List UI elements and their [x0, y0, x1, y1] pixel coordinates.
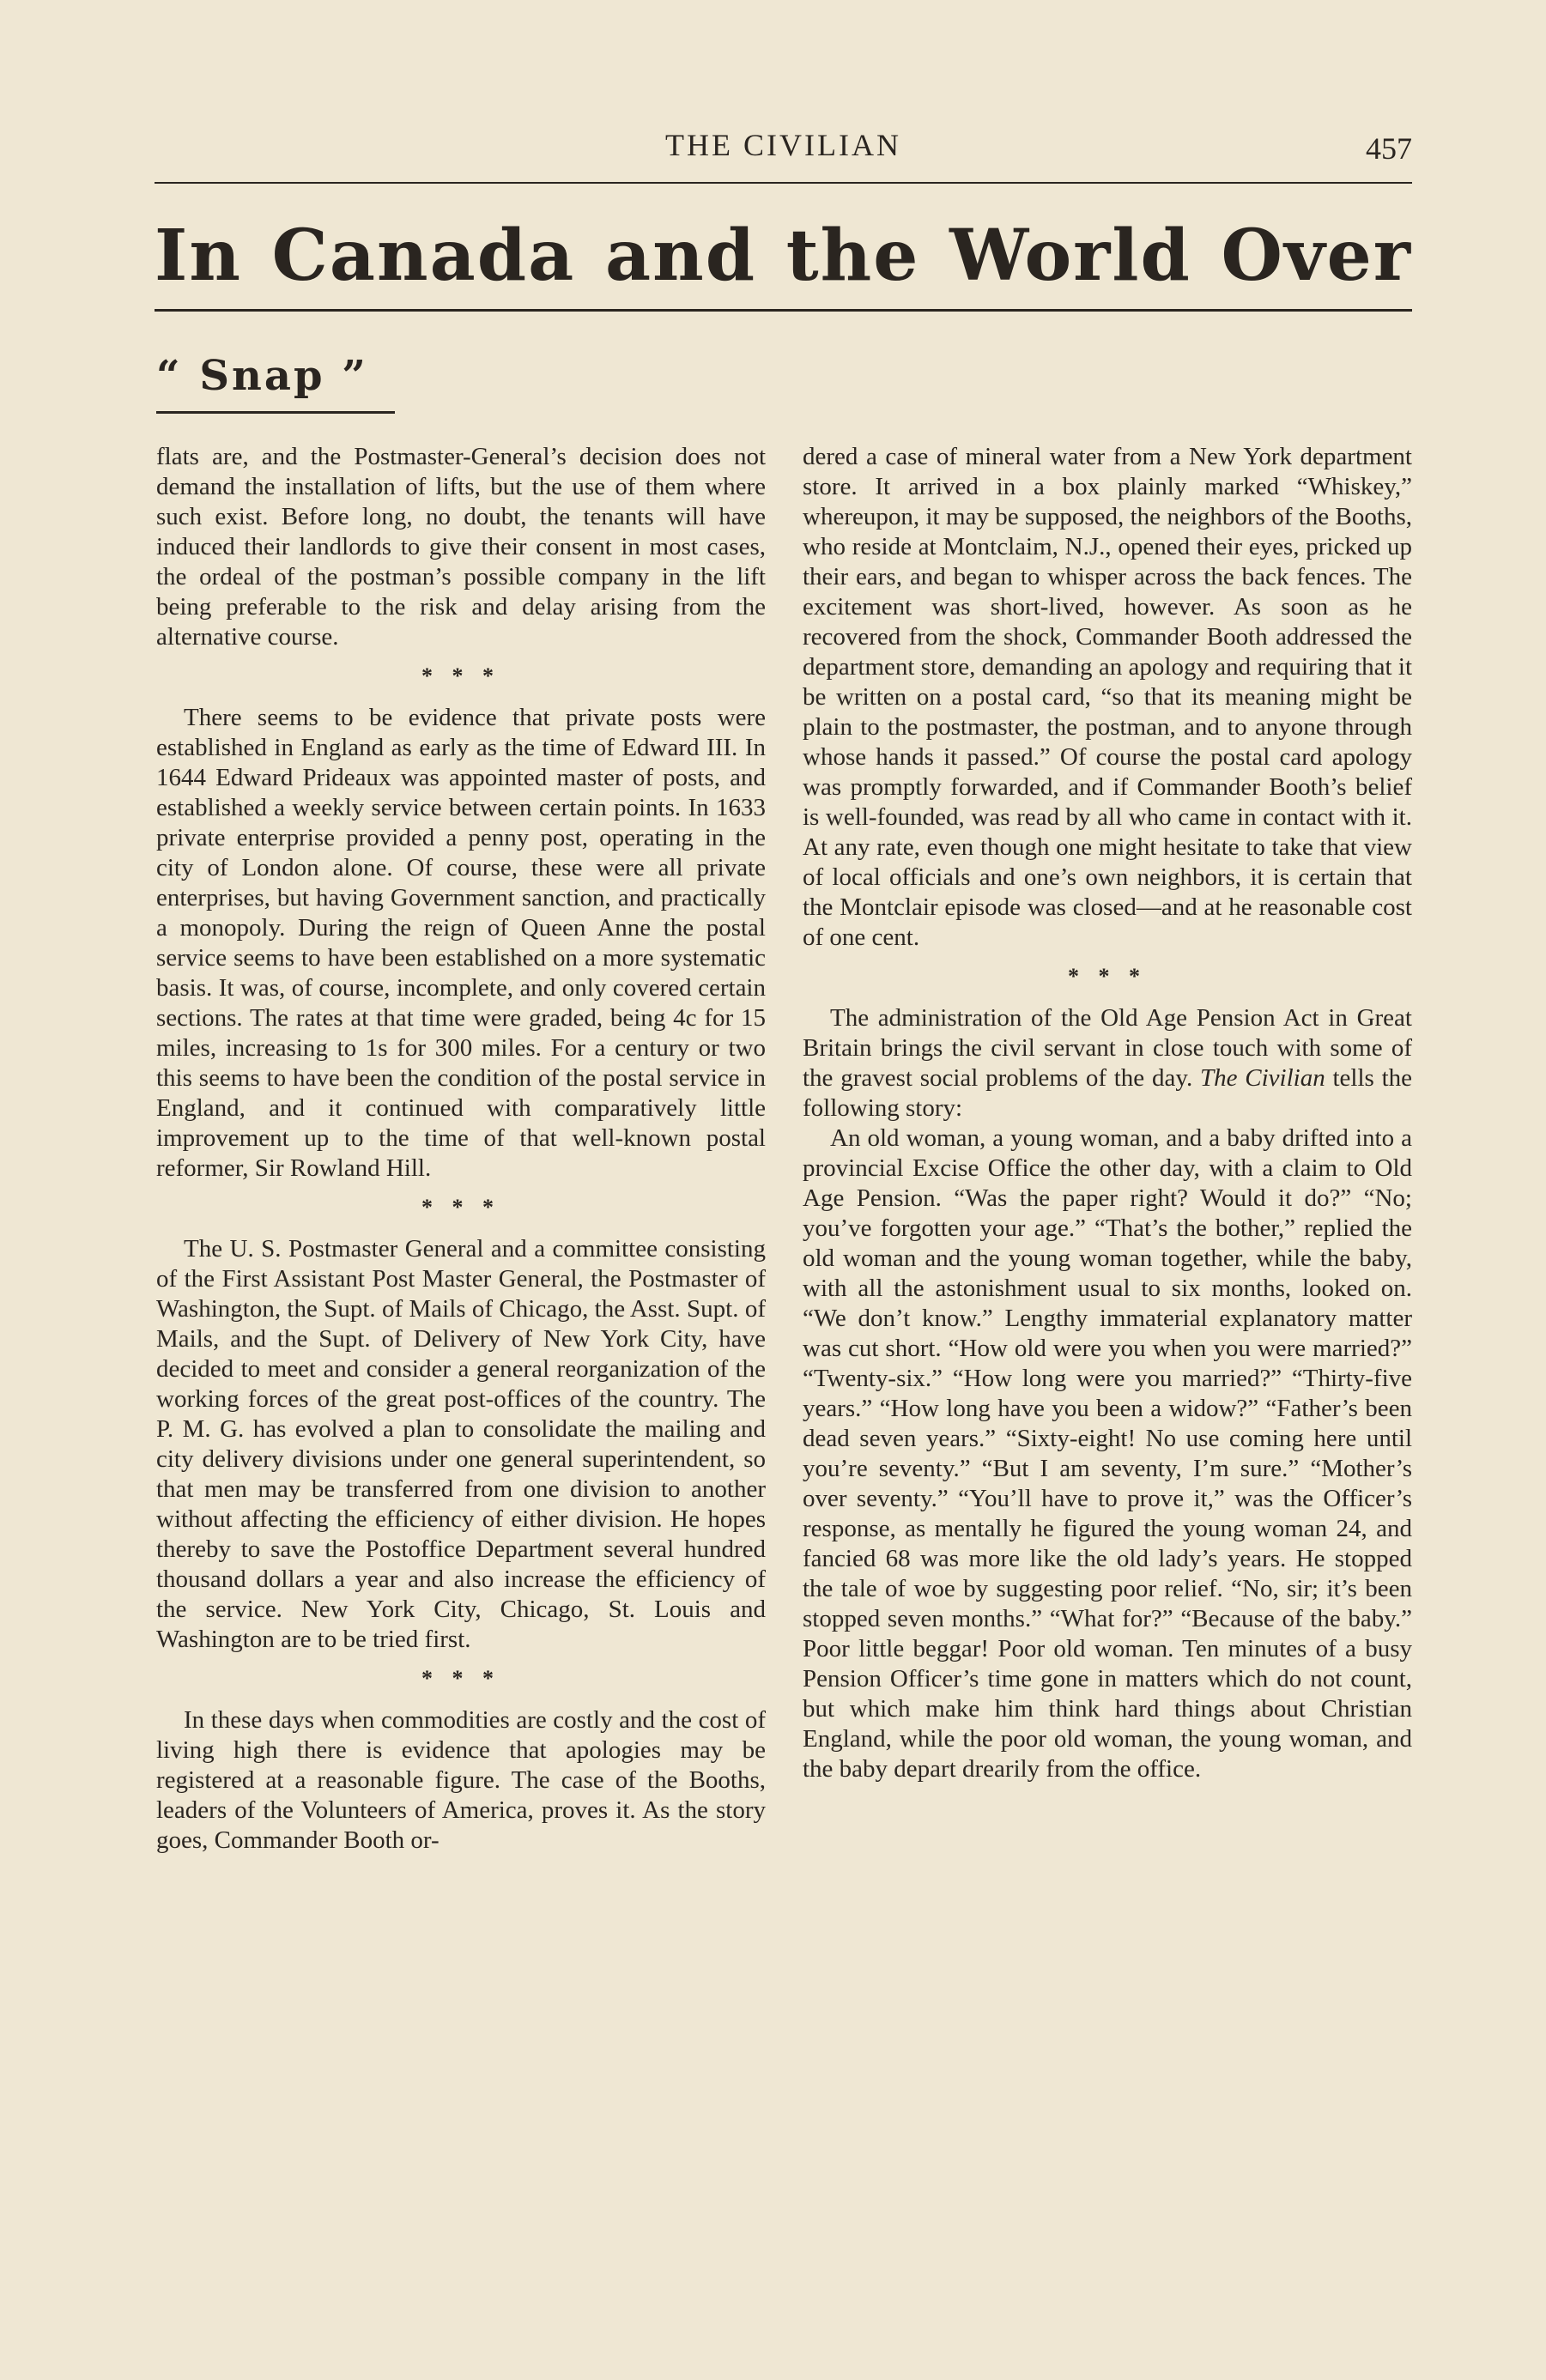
paragraph: flats are, and the Postmaster-General’s decision does not demand the installation of lifts, but the use of them where such exist. Before long, no doubt, the tenants will have induced their landlords to give their consent in most cases, the ordeal of the postman’s possible company in the lift being preferable to the risk and delay arising from the alternative course.	[156, 443, 766, 651]
subheading: “ Snap ”	[156, 352, 368, 400]
title-rule	[155, 309, 1412, 312]
paragraph: The U. S. Postmaster General and a committee consisting of the First Assistant Post Master General, the Postmaster of Washington, the Supt. of Mails of Chicago, the Asst. Supt. of Mails, and the Supt. of Delivery of New York City, have decided to meet and consider a general reorganization of the working forces of the great post-offices of the country. The P. M. G. has evolved a plan to consolidate the mailing and city delivery divisions under one general superintendent, so that men may be transferred from one division to another without affecting the efficiency of either division. He hopes thereby to save the Postoffice Department several hundred thousand dollars a year and also increase the efficiency of the service. New York City, Chicago, St. Louis and Washington are to be tried first.	[156, 1235, 766, 1653]
section-title-word: Canada	[271, 215, 576, 297]
paragraph: dered a case of mineral water from a New York department store. It arrived in a box plainly marked “Whiskey,” whereupon, it may be supposed, the neighbors of the Booths, who reside at Montclaim, N.J., opened their eyes, pricked up their ears, and began to whisper across the back fences. The excitement was short-lived, however. As soon as he recovered from the shock, Commander Booth addressed the department store, demanding an apology and requiring that it be written on a postal card, “so that its meaning might be plain to the postmaster, the postman, and to anyone through whose hands it passed.” Of course the postal card apology was promptly forwarded, and if Commander Booth’s belief is well-founded, was read by all who came in contact with it. At any rate, even though one might hesitate to take that view of local officials and one’s own neighbors, it is certain that the Montclair episode was closed—and at he reasonable cost of one cent.	[803, 443, 1412, 951]
paragraph: An old woman, a young woman, and a baby drifted into a provincial Excise Office the other day, with a claim to Old Age Pension. “Was the paper right? Would it do?” “No; you’ve forgotten your age.” “That’s the bother,” replied the old woman and the young woman together, while the baby, with all the astonishment usual to six months, looked on. “We don’t know.” Lengthy immaterial explanatory matter was cut short. “How old were you when you were married?” “Twenty-six.” “How long were you married?” “Thirty-five years.” “How long have you been a widow?” “Father’s been dead seven years.” “Sixty-eight! No use coming here until you’re seventy.” “But I am seventy, I’m sure.” “Mother’s over seventy.” “You’ll have to prove it,” was the Officer’s response, as mentally he figured the young woman 24, and fancied 68 was more like the old lady’s years. He stopped the tale of woe by suggesting poor relief. “No, sir; it’s been stopped seven months.” “What for?” “Because of the baby.” Poor little beggar! Poor old woman. Ten minutes of a busy Pension Officer’s time gone in matters which do not count, but which make him think hard things about Christian England, while the poor old woman, the young woman, and the baby depart drearily from the office.	[803, 1124, 1412, 1783]
paragraph: There seems to be evidence that private posts were established in England as early as the time of Edward III. In 1644 Edward Prideaux was appointed master of posts, and established a weekly service between certain points. In 1633 private enterprise provided a penny post, operating in the city of London alone. Of course, these were all private enterprises, but having Government sanction, and practically a monopoly. During the reign of Queen Anne the postal service seems to have been established on a more systematic basis. It was, of course, incomplete, and only covered certain sections. The rates at that time were graded, being 4c for 15 miles, increasing to 1s for 300 miles. For a century or two this seems to have been the condition of the postal service in England, and it continued with comparatively little improvement up to the time of that well-known postal reformer, Sir Rowland Hill.	[156, 704, 766, 1182]
section-title-word: World	[949, 215, 1191, 297]
separator: * * *	[1068, 964, 1147, 989]
subheading-rule	[156, 411, 395, 414]
separator: * * *	[421, 1195, 500, 1220]
page-number: 457	[1366, 131, 1412, 166]
section-title-word: the	[785, 215, 920, 297]
separator: * * *	[421, 663, 500, 688]
right-column	[803, 442, 1412, 1784]
header-rule	[155, 182, 1412, 184]
running-title: THE CIVILIAN	[665, 128, 901, 162]
section-title-word: and	[604, 215, 757, 297]
section-title-word: In	[155, 215, 242, 297]
section-title-word: Over	[1221, 215, 1412, 297]
paragraph	[803, 1003, 1412, 1123]
left-column	[156, 442, 766, 1856]
separator: * * *	[421, 1666, 500, 1691]
page-header	[155, 127, 1412, 170]
paragraph: In these days when commodities are costly and the cost of living high there is evidence that apologies may be registered at a reasonable figure. The case of the Booths, leaders of the Volunteers of America, proves it. As the story goes, Commander Booth or-	[156, 1706, 766, 1854]
section-title	[155, 215, 1412, 297]
paragraph-text: The administration of the Old Age Pension Act in Great Britain brings the civil servant in close touch with some of the gravest social problems of the day.	[803, 1004, 1412, 1092]
publication-name: The Civilian	[1199, 1064, 1325, 1092]
paragraph-text: tells the following story:	[803, 1064, 1413, 1122]
